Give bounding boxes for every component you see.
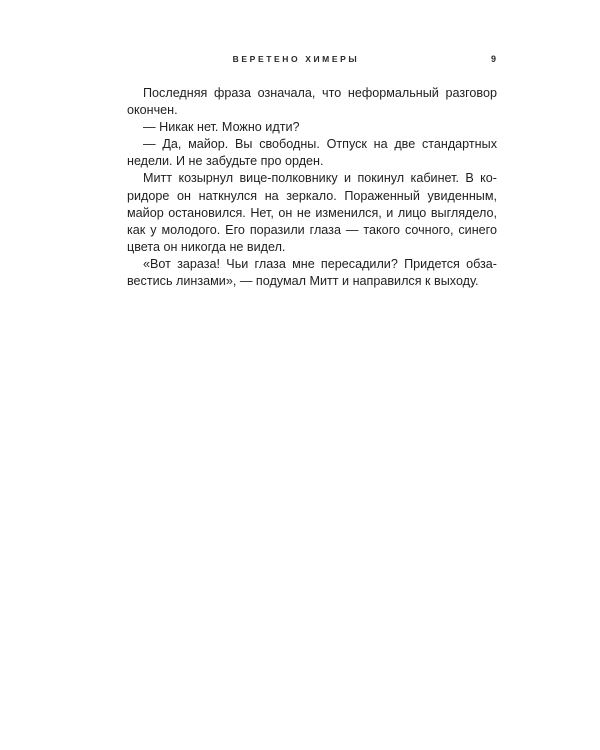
page-number: 9 bbox=[490, 54, 496, 64]
text-line: цвета он никогда не видел. bbox=[127, 239, 286, 254]
running-header bbox=[96, 54, 496, 68]
text-line: ридоре он наткнулся на зеркало. Пораженный увиденным, bbox=[127, 188, 497, 203]
text-line: — Да, майор. Вы свободны. Отпуск на две стандартных bbox=[143, 137, 497, 152]
text-line: Последняя фраза означала, что неформальный разговор bbox=[143, 86, 497, 100]
text-line: майор остановился. Нет, он не изменился, и лицо выглядело, bbox=[127, 205, 497, 220]
text-line: окончен. bbox=[127, 103, 178, 118]
text-line: недели. И не забудьте про орден. bbox=[127, 154, 324, 169]
text-line: «Вот зараза! Чьи глаза мне пересадили? Придется обза- bbox=[143, 256, 497, 271]
text-line: вестись линзами», — подумал Митт и направился к выходу. bbox=[127, 274, 479, 289]
text-line: — Никак нет. Можно идти? bbox=[143, 120, 300, 135]
body-text bbox=[127, 85, 497, 290]
running-header-title: ВЕРЕТЕНО ХИМЕРЫ bbox=[232, 54, 360, 64]
text-line: Митт козырнул вице-полковнику и покинул кабинет. В ко- bbox=[143, 171, 497, 186]
text-line: как у молодого. Его поразили глаза — такого сочного, синего bbox=[127, 222, 497, 237]
